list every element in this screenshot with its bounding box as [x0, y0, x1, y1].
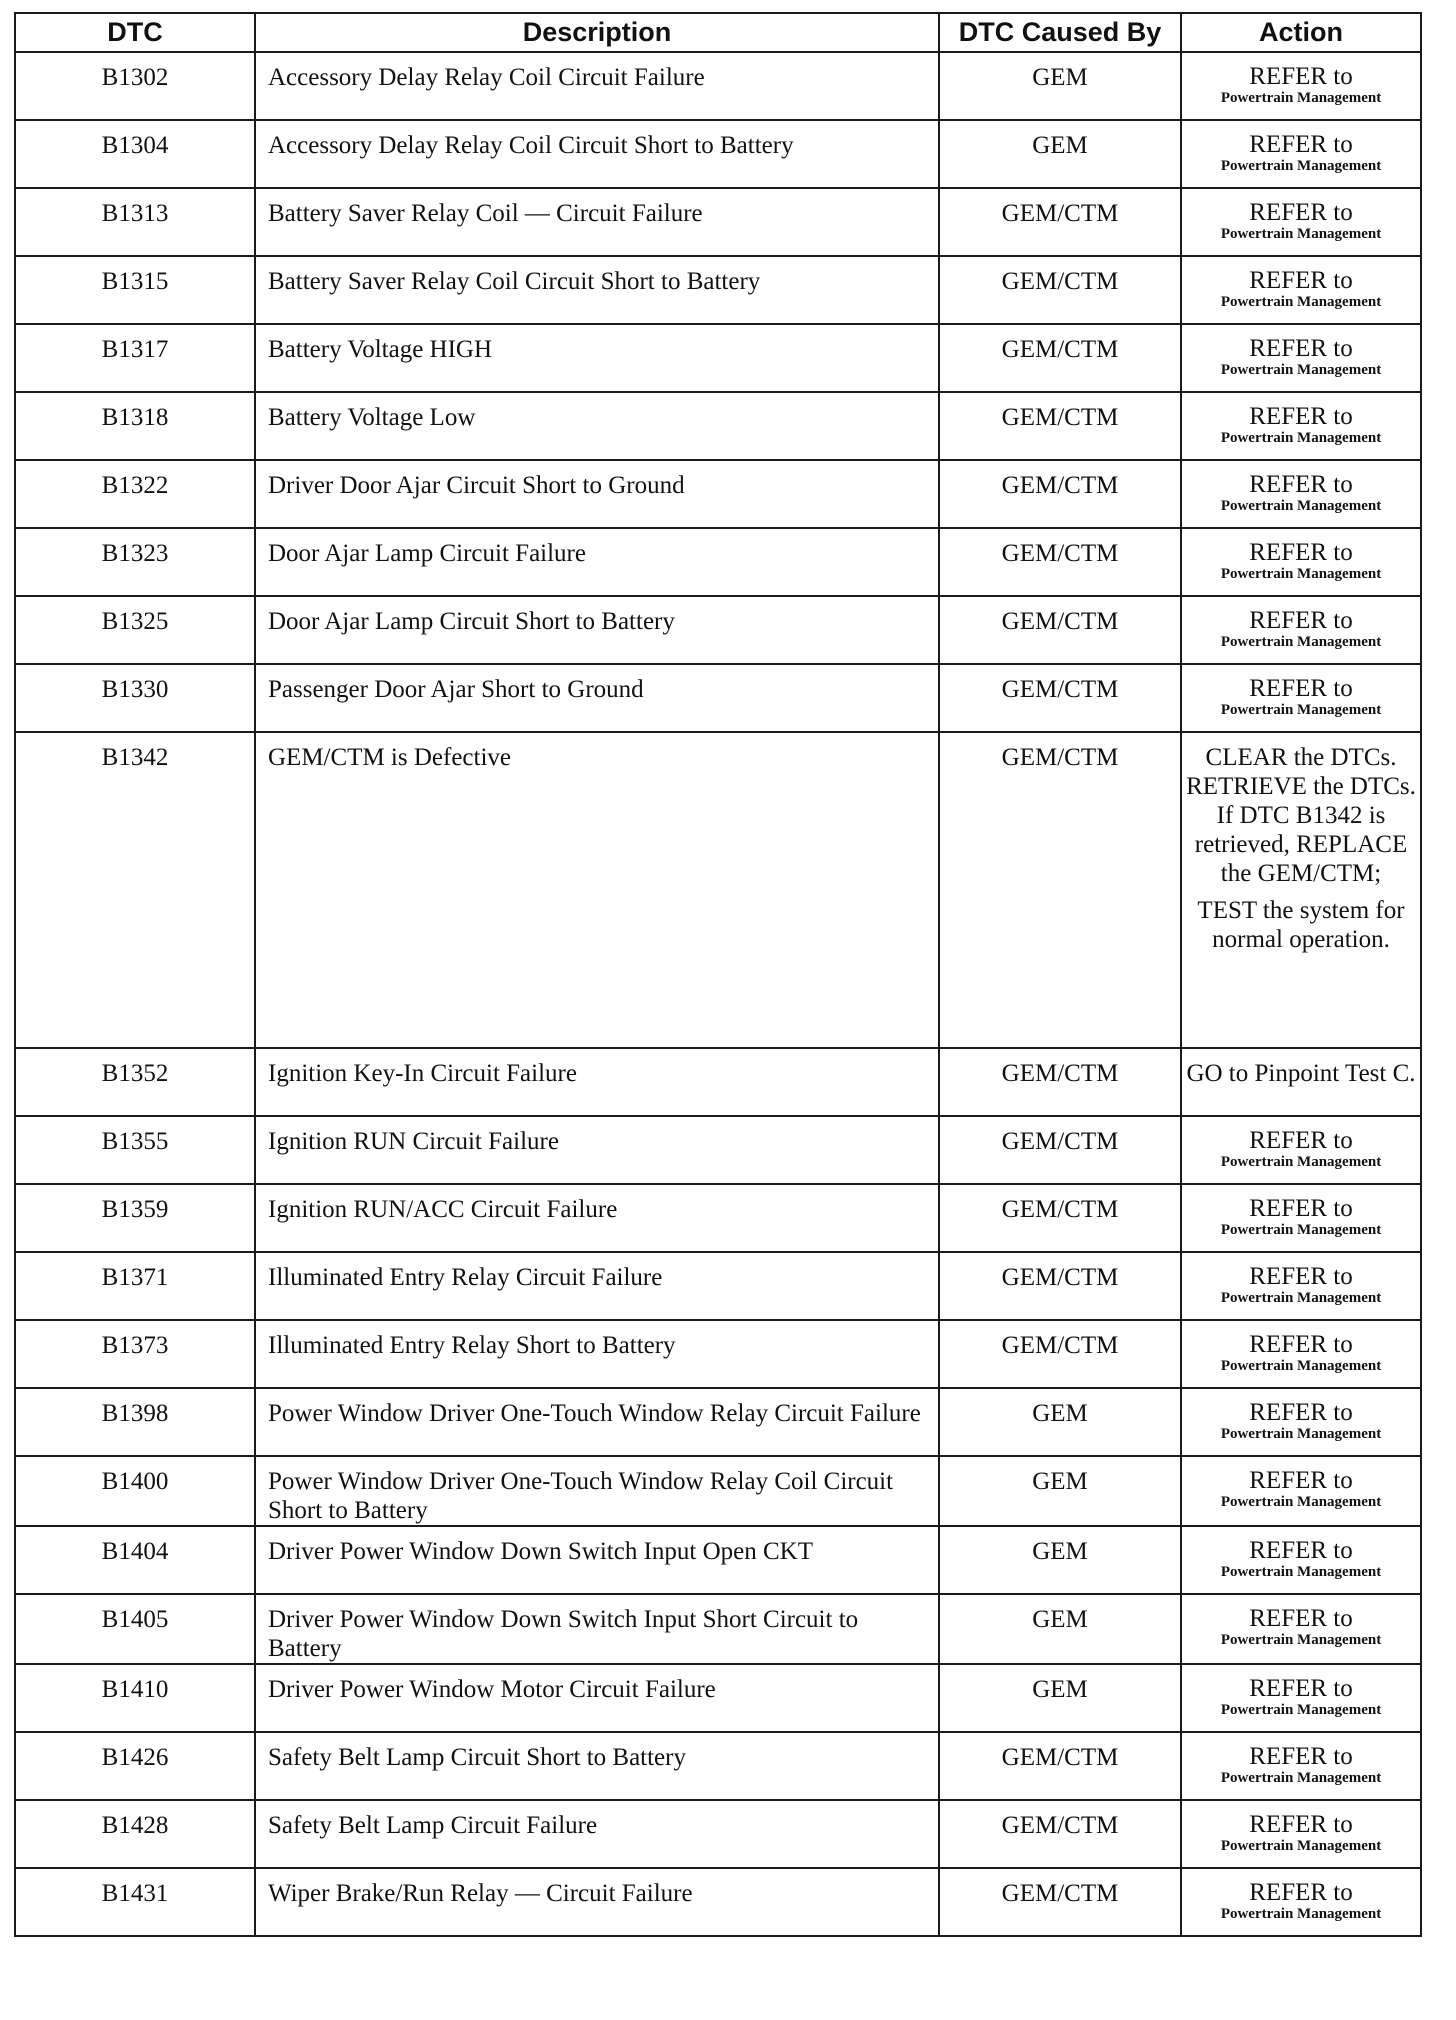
- dtc-action: [1181, 1252, 1421, 1320]
- table-row: [15, 1320, 1421, 1388]
- dtc-code: B1426: [15, 1732, 255, 1800]
- dtc-code: B1322: [15, 460, 255, 528]
- action-refer: REFER to: [1249, 1743, 1353, 1770]
- dtc-code: B1330: [15, 664, 255, 732]
- dtc-table: [14, 12, 1422, 1937]
- dtc-action: [1181, 1800, 1421, 1868]
- action-refer: REFER to: [1249, 335, 1353, 362]
- dtc-caused-by: GEM/CTM: [939, 664, 1181, 732]
- header-dtc: DTC: [15, 13, 255, 52]
- dtc-caused-by: GEM/CTM: [939, 1868, 1181, 1936]
- action-refer: REFER to: [1249, 403, 1353, 430]
- dtc-description: Driver Power Window Motor Circuit Failure: [255, 1664, 939, 1732]
- dtc-description: Wiper Brake/Run Relay — Circuit Failure: [255, 1868, 939, 1936]
- dtc-caused-by: GEM: [939, 1594, 1181, 1664]
- dtc-caused-by: GEM/CTM: [939, 1320, 1181, 1388]
- action-refer: REFER to: [1249, 131, 1353, 158]
- dtc-action: [1181, 1456, 1421, 1526]
- dtc-action: [1181, 528, 1421, 596]
- table-row: [15, 1594, 1421, 1664]
- dtc-caused-by: GEM/CTM: [939, 1252, 1181, 1320]
- dtc-code: B1355: [15, 1116, 255, 1184]
- dtc-action: [1181, 1116, 1421, 1184]
- action-reference-target: Powertrain Management: [1220, 702, 1382, 718]
- action-refer: REFER to: [1249, 1605, 1353, 1632]
- action-reference-target: Powertrain Management: [1220, 294, 1382, 310]
- table-row: [15, 1868, 1421, 1936]
- header-caused-by: DTC Caused By: [939, 13, 1181, 52]
- dtc-code: B1304: [15, 120, 255, 188]
- dtc-description: Power Window Driver One-Touch Window Relay Circuit Failure: [255, 1388, 939, 1456]
- dtc-caused-by: GEM/CTM: [939, 1184, 1181, 1252]
- action-reference-target: Powertrain Management: [1220, 1222, 1382, 1238]
- header-row: [15, 13, 1421, 52]
- header-description: Description: [255, 13, 939, 52]
- dtc-action: [1181, 120, 1421, 188]
- dtc-code: B1405: [15, 1594, 255, 1664]
- table-row: [15, 596, 1421, 664]
- dtc-caused-by: GEM: [939, 120, 1181, 188]
- table-row: [15, 1800, 1421, 1868]
- table-row: [15, 256, 1421, 324]
- dtc-action: [1181, 460, 1421, 528]
- table-row: [15, 324, 1421, 392]
- dtc-action: [1181, 256, 1421, 324]
- dtc-caused-by: GEM/CTM: [939, 1800, 1181, 1868]
- action-refer: REFER to: [1249, 1399, 1353, 1426]
- dtc-code: B1428: [15, 1800, 255, 1868]
- dtc-description: Driver Power Window Down Switch Input Open CKT: [255, 1526, 939, 1594]
- dtc-code: B1404: [15, 1526, 255, 1594]
- dtc-action: [1181, 52, 1421, 120]
- dtc-action: [1181, 1664, 1421, 1732]
- table-row: [15, 1184, 1421, 1252]
- dtc-code: B1325: [15, 596, 255, 664]
- dtc-action: [1181, 596, 1421, 664]
- action-refer: REFER to: [1249, 1537, 1353, 1564]
- action-reference-target: Powertrain Management: [1220, 498, 1382, 514]
- dtc-action: [1181, 1868, 1421, 1936]
- action-refer: REFER to: [1249, 675, 1353, 702]
- dtc-description: Door Ajar Lamp Circuit Failure: [255, 528, 939, 596]
- dtc-description: Ignition RUN Circuit Failure: [255, 1116, 939, 1184]
- dtc-action: [1181, 1184, 1421, 1252]
- action-refer: REFER to: [1249, 1811, 1353, 1838]
- action-reference-target: Powertrain Management: [1220, 1838, 1382, 1854]
- action-reference-target: Powertrain Management: [1220, 1426, 1382, 1442]
- action-refer: REFER to: [1249, 607, 1353, 634]
- dtc-action: [1181, 1388, 1421, 1456]
- action-reference-target: Powertrain Management: [1220, 430, 1382, 446]
- action-refer: REFER to: [1249, 539, 1353, 566]
- dtc-table-container: [14, 12, 1420, 1937]
- action-refer: REFER to: [1249, 1467, 1353, 1494]
- dtc-code: B1318: [15, 392, 255, 460]
- dtc-caused-by: GEM: [939, 1664, 1181, 1732]
- table-row: [15, 1116, 1421, 1184]
- dtc-code: B1342: [15, 732, 255, 1048]
- dtc-description: GEM/CTM is Defective: [255, 732, 939, 1048]
- action-step-1: GO to Pinpoint Test C.: [1186, 1060, 1416, 1087]
- table-row: [15, 732, 1421, 1048]
- dtc-description: Ignition Key-In Circuit Failure: [255, 1048, 939, 1116]
- dtc-code: B1431: [15, 1868, 255, 1936]
- dtc-description: Power Window Driver One-Touch Window Relay Coil Circuit Short to Battery: [255, 1456, 939, 1526]
- dtc-action: [1181, 1048, 1421, 1116]
- action-reference-target: Powertrain Management: [1220, 158, 1382, 174]
- action-reference-target: Powertrain Management: [1220, 566, 1382, 582]
- dtc-description: Door Ajar Lamp Circuit Short to Battery: [255, 596, 939, 664]
- action-reference-target: Powertrain Management: [1220, 634, 1382, 650]
- action-refer: REFER to: [1249, 63, 1353, 90]
- dtc-description: Safety Belt Lamp Circuit Failure: [255, 1800, 939, 1868]
- action-reference-target: Powertrain Management: [1220, 226, 1382, 242]
- dtc-caused-by: GEM/CTM: [939, 1048, 1181, 1116]
- table-row: [15, 392, 1421, 460]
- table-row: [15, 528, 1421, 596]
- action-refer: REFER to: [1249, 267, 1353, 294]
- table-row: [15, 1526, 1421, 1594]
- action-refer: REFER to: [1249, 1879, 1353, 1906]
- dtc-caused-by: GEM/CTM: [939, 1116, 1181, 1184]
- table-row: [15, 664, 1421, 732]
- dtc-description: Battery Voltage Low: [255, 392, 939, 460]
- dtc-code: B1323: [15, 528, 255, 596]
- dtc-action: [1181, 1526, 1421, 1594]
- dtc-description: Battery Saver Relay Coil Circuit Short to Battery: [255, 256, 939, 324]
- table-row: [15, 1664, 1421, 1732]
- dtc-caused-by: GEM/CTM: [939, 460, 1181, 528]
- dtc-caused-by: GEM: [939, 1526, 1181, 1594]
- dtc-code: B1400: [15, 1456, 255, 1526]
- dtc-description: Safety Belt Lamp Circuit Short to Battery: [255, 1732, 939, 1800]
- dtc-description: Driver Power Window Down Switch Input Short Circuit to Battery: [255, 1594, 939, 1664]
- table-row: [15, 460, 1421, 528]
- dtc-caused-by: GEM/CTM: [939, 732, 1181, 1048]
- action-refer: REFER to: [1249, 1195, 1353, 1222]
- dtc-code: B1313: [15, 188, 255, 256]
- dtc-code: B1317: [15, 324, 255, 392]
- dtc-caused-by: GEM/CTM: [939, 528, 1181, 596]
- dtc-caused-by: GEM/CTM: [939, 324, 1181, 392]
- table-row: [15, 188, 1421, 256]
- dtc-action: [1181, 664, 1421, 732]
- dtc-caused-by: GEM: [939, 1388, 1181, 1456]
- action-refer: REFER to: [1249, 1675, 1353, 1702]
- dtc-action: [1181, 324, 1421, 392]
- action-reference-target: Powertrain Management: [1220, 1702, 1382, 1718]
- dtc-code: B1373: [15, 1320, 255, 1388]
- table-row: [15, 1456, 1421, 1526]
- action-reference-target: Powertrain Management: [1220, 90, 1382, 106]
- dtc-code: B1315: [15, 256, 255, 324]
- action-step-2: TEST the system for normal operation.: [1197, 897, 1405, 953]
- dtc-description: Accessory Delay Relay Coil Circuit Short to Battery: [255, 120, 939, 188]
- dtc-action: [1181, 1594, 1421, 1664]
- dtc-action: [1181, 1320, 1421, 1388]
- table-row: [15, 120, 1421, 188]
- table-row: [15, 52, 1421, 120]
- action-reference-target: Powertrain Management: [1220, 1770, 1382, 1786]
- dtc-caused-by: GEM/CTM: [939, 188, 1181, 256]
- dtc-caused-by: GEM/CTM: [939, 596, 1181, 664]
- action-refer: REFER to: [1249, 471, 1353, 498]
- dtc-code: B1398: [15, 1388, 255, 1456]
- dtc-action: [1181, 392, 1421, 460]
- action-reference-target: Powertrain Management: [1220, 362, 1382, 378]
- dtc-code: B1302: [15, 52, 255, 120]
- dtc-description: Accessory Delay Relay Coil Circuit Failure: [255, 52, 939, 120]
- action-reference-target: Powertrain Management: [1220, 1632, 1382, 1648]
- action-reference-target: Powertrain Management: [1220, 1564, 1382, 1580]
- dtc-description: Illuminated Entry Relay Circuit Failure: [255, 1252, 939, 1320]
- dtc-action: [1181, 1732, 1421, 1800]
- dtc-description: Illuminated Entry Relay Short to Battery: [255, 1320, 939, 1388]
- action-reference-target: Powertrain Management: [1220, 1290, 1382, 1306]
- dtc-code: B1359: [15, 1184, 255, 1252]
- dtc-code: B1352: [15, 1048, 255, 1116]
- dtc-action: [1181, 188, 1421, 256]
- dtc-description: Battery Voltage HIGH: [255, 324, 939, 392]
- dtc-caused-by: GEM/CTM: [939, 392, 1181, 460]
- dtc-code: B1371: [15, 1252, 255, 1320]
- dtc-caused-by: GEM/CTM: [939, 1732, 1181, 1800]
- dtc-description: Driver Door Ajar Circuit Short to Ground: [255, 460, 939, 528]
- dtc-description: Passenger Door Ajar Short to Ground: [255, 664, 939, 732]
- dtc-action: [1181, 732, 1421, 1048]
- action-refer: REFER to: [1249, 1127, 1353, 1154]
- action-refer: REFER to: [1249, 1263, 1353, 1290]
- action-refer: REFER to: [1249, 1331, 1353, 1358]
- dtc-caused-by: GEM/CTM: [939, 256, 1181, 324]
- dtc-description: Ignition RUN/ACC Circuit Failure: [255, 1184, 939, 1252]
- table-row: [15, 1252, 1421, 1320]
- action-reference-target: Powertrain Management: [1220, 1906, 1382, 1922]
- dtc-caused-by: GEM: [939, 1456, 1181, 1526]
- action-refer: REFER to: [1249, 199, 1353, 226]
- action-reference-target: Powertrain Management: [1220, 1358, 1382, 1374]
- action-step-1: CLEAR the DTCs. RETRIEVE the DTCs. If DTC B1342 is retrieved, REPLACE the GEM/CTM;: [1186, 744, 1416, 887]
- table-row: [15, 1048, 1421, 1116]
- action-reference-target: Powertrain Management: [1220, 1494, 1382, 1510]
- dtc-caused-by: GEM: [939, 52, 1181, 120]
- table-row: [15, 1388, 1421, 1456]
- dtc-code: B1410: [15, 1664, 255, 1732]
- table-row: [15, 1732, 1421, 1800]
- header-action: Action: [1181, 13, 1421, 52]
- action-reference-target: Powertrain Management: [1220, 1154, 1382, 1170]
- dtc-description: Battery Saver Relay Coil — Circuit Failure: [255, 188, 939, 256]
